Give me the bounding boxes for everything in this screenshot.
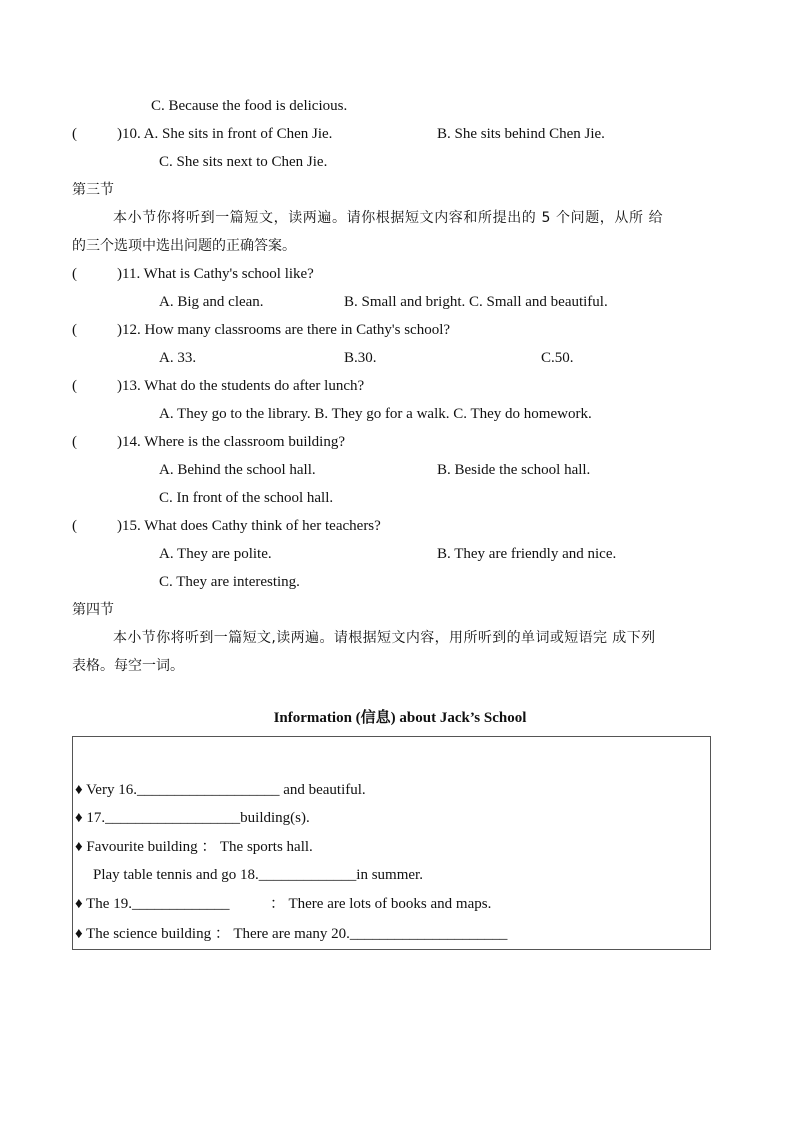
q12-option-c: C.50.: [541, 350, 574, 366]
q14-option-c: C. In front of the school hall.: [159, 490, 334, 506]
q11-option-bc: B. Small and bright. C. Small and beautiful.: [344, 294, 608, 310]
section4-instruction-line1: 本小节你将听到一篇短文,读两遍。请根据短文内容，用所听到的单词或短语完 成下列: [113, 630, 656, 646]
q15-option-b: B. They are friendly and nice.: [437, 546, 617, 562]
q10-stem: )10. A. She sits in front of Chen Jie.: [117, 126, 333, 142]
info-line-18: Play table tennis and go 18._____________in summer.: [93, 867, 423, 883]
q11-answer-paren: (: [72, 266, 77, 282]
section3-instruction-line2: 的三个选项中选出问题的正确答案。: [72, 238, 296, 254]
section3-heading: 第三节: [72, 182, 114, 198]
q11-stem: )11. What is Cathy's school like?: [117, 266, 314, 282]
info-box-title: Information (信息) about Jack’s School: [273, 710, 527, 726]
info-line-19-detail: ： There are lots of books and maps.: [270, 896, 492, 912]
q13-answer-paren: (: [72, 378, 77, 394]
section4-instruction-line2: 表格。每空一词。: [72, 658, 184, 674]
info-line-favourite: ♦ Favourite building ： The sports hall.: [75, 839, 313, 855]
q15-stem: )15. What does Cathy think of her teachers?: [117, 518, 381, 534]
info-line-17: ♦ 17.__________________building(s).: [75, 810, 310, 826]
info-line-16: ♦ Very 16.___________________ and beautiful.: [75, 782, 366, 798]
q13-stem: )13. What do the students do after lunch?: [117, 378, 365, 394]
section3-instruction-line1: 本小节你将听到一篇短文，读两遍。请你根据短文内容和所提出的 5 个问题，从所 给: [113, 210, 664, 226]
q9-option-c: C. Because the food is delicious.: [151, 98, 348, 114]
q14-stem: )14. Where is the classroom building?: [117, 434, 346, 450]
q15-answer-paren: (: [72, 518, 77, 534]
q15-option-a: A. They are polite.: [159, 546, 272, 562]
q14-answer-paren: (: [72, 434, 77, 450]
q10-option-c: C. She sits next to Chen Jie.: [159, 154, 328, 170]
info-line-20: ♦ The science building ： There are many 20._____________________: [75, 926, 508, 942]
q14-option-b: B. Beside the school hall.: [437, 462, 591, 478]
q13-options: A. They go to the library. B. They go for a walk. C. They do homework.: [159, 406, 592, 422]
q14-option-a: A. Behind the school hall.: [159, 462, 316, 478]
q15-option-c: C. They are interesting.: [159, 574, 300, 590]
info-line-19: ♦ The 19._____________: [75, 896, 230, 912]
q12-option-b: B.30.: [344, 350, 377, 366]
section4-heading: 第四节: [72, 602, 114, 618]
q10-answer-paren: (: [72, 126, 77, 142]
q12-option-a: A. 33.: [159, 350, 197, 366]
q12-stem: )12. How many classrooms are there in Cathy's school?: [117, 322, 451, 338]
q11-option-a: A. Big and clean.: [159, 294, 264, 310]
q12-answer-paren: (: [72, 322, 77, 338]
q10-option-b: B. She sits behind Chen Jie.: [437, 126, 605, 142]
